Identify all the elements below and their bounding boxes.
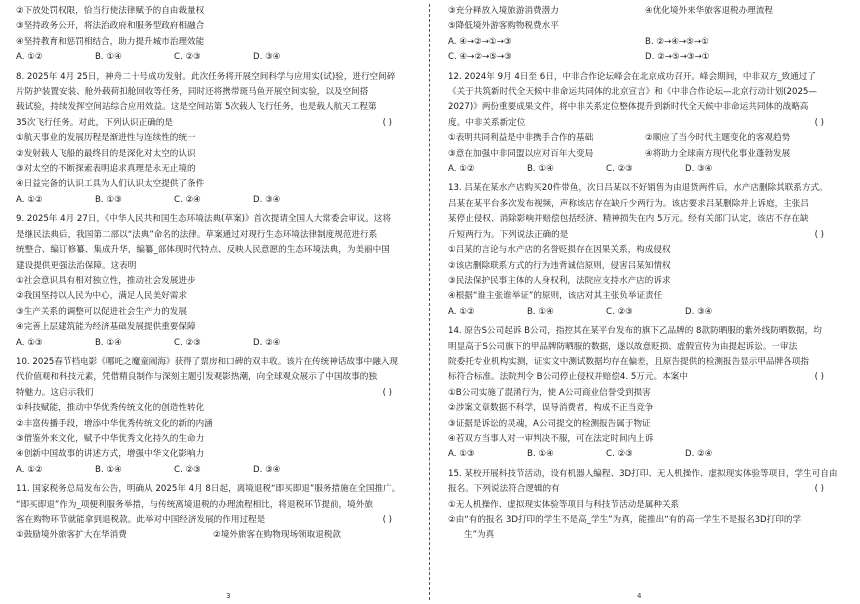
option-b: B. ①④ <box>95 464 122 475</box>
choice-item: ④优化境外来华旅客退税办理流程 <box>645 6 774 16</box>
choice-item: ①科技赋能，推动中华优秀传统文化的创造性转化 <box>16 403 205 414</box>
choice-item: ①吕某的言论与水产店的名誉贬损存在因果关系，构成侵权 <box>448 245 671 256</box>
question-stem-line <box>16 116 410 131</box>
stem-text: 特魅力。这启示我们 <box>16 387 94 398</box>
question-stem-line <box>448 370 842 385</box>
answer-bracket: ( ) <box>382 117 392 128</box>
column-divider <box>429 4 430 600</box>
question-8 <box>16 70 410 209</box>
option-b: B. ②→④→⑤→① <box>645 36 709 47</box>
option-c: C. ②③ <box>174 464 201 475</box>
answer-bracket: ( ) <box>814 117 824 128</box>
choice-row <box>448 4 842 19</box>
question-10 <box>16 355 410 478</box>
question-stem-line <box>448 228 842 243</box>
answer-options <box>16 193 410 208</box>
choice-item: ①B公司实施了混淆行为，使 A公司商业信誉受到损害 <box>448 387 651 398</box>
choice-item: ③借鉴外来文化，赋予中华优秀文化持久的生命力 <box>16 433 205 444</box>
option-b: B. ①④ <box>527 306 554 317</box>
question-stem-line: 《关于共筑新时代全天候中非命运共同体的北京宣言》和《中非合作论坛—北京行动计划(2025— <box>448 87 817 98</box>
page-3-column <box>10 0 416 604</box>
option-b: B. ①④ <box>527 449 554 460</box>
question-stem-line: 某停止侵权、消除影响并赔偿包括经济、精神损失在内 5万元。经有关部门认定，该店不存在缺 <box>448 214 809 225</box>
option-a: A. ①③ <box>16 337 43 348</box>
choice-item: ④坚持教育和惩罚相结合，助力提升城市治理效能 <box>16 36 205 47</box>
answer-bracket: ( ) <box>814 229 824 240</box>
choice-item: ③证据是诉讼的灵魂，A公司提交的检测报告属于物证 <box>448 418 651 429</box>
stem-text: 客在购物环节就能拿到退税款。此举对中国经济发展的作用过程是 <box>16 515 266 525</box>
option-b: B. ①③ <box>95 194 122 205</box>
choice-item: 生”为真 <box>464 530 495 541</box>
question-11 <box>16 482 410 544</box>
answer-options <box>448 50 842 65</box>
stem-text: 标符合标准。法院判令 B公司停止侵权并赔偿4. 5万元。本案中 <box>448 372 688 383</box>
choice-item: ①社会意识具有相对独立性，推动社会发展进步 <box>16 275 196 286</box>
question-stem-line <box>448 116 842 131</box>
stem-text: 35次飞行任务。对此，下列认识正确的是 <box>16 117 174 128</box>
answer-bracket: ( ) <box>814 484 824 495</box>
choice-item: ①表明共同利益是中非携手合作的基础 <box>448 133 594 144</box>
option-a: A. ①③ <box>448 449 475 460</box>
question-9 <box>16 212 410 351</box>
choice-item: ②发射载人飞船的最终目的是深化对太空的认识 <box>16 148 196 159</box>
stem-text: 斤短两行为。下列说法正确的是 <box>448 229 569 240</box>
question-stem-line: 13. 吕某在某水产店购买20件带鱼，次日吕某以不好销售为由退货两件后，水产店删除其联系方式。 <box>448 183 828 194</box>
choice-item: ②丰富传播手段，增添中华优秀传统文化的新的内涵 <box>16 418 213 429</box>
question-stem-line: 12. 2024年 9月 4日至 6日，中非合作论坛峰会在北京成功召开。峰会期间，中非双方_致通过了 <box>448 71 816 82</box>
option-a: A. ①② <box>448 164 475 175</box>
page-number: 3 <box>226 592 231 600</box>
option-c: C. ②③ <box>174 337 201 348</box>
question-stem-line: 明显高于S公司旗下的甲品牌防晒服的数据，遂以故意贬损、虚假宣传为由提起诉讼。一审法 <box>448 341 798 352</box>
choice-item: ④根据“谁主张谁举证”的原则，该店对其主张负举证责任 <box>448 291 663 302</box>
option-d: D. ③④ <box>685 306 713 317</box>
stem-text: 度。中非关系新定位 <box>448 117 526 128</box>
option-a: A. ①② <box>16 464 43 475</box>
question-stem-line: 14. 原告S公司起诉 B公司，指控其在某平台发布的旗下乙品牌的 8款防晒服的紫外线防晒数据，均 <box>448 326 822 337</box>
option-d: D. ③④ <box>685 164 713 175</box>
option-a: A. ④→②→①→③ <box>448 36 512 47</box>
question-stem-line <box>16 386 410 401</box>
option-b: B. ①④ <box>95 337 122 348</box>
choice-item: ①无人机操作、虚拟现实体验等项目与科技节活动是属种关系 <box>448 499 680 510</box>
question-stem-line: 吕某在某平台多次发布视频，声称该店存在缺斤少两行为。该店要求吕某删除并上诉庭，主张吕 <box>448 198 809 209</box>
choice-item: ③对太空的不断探索表明追求真理是永无止境的 <box>16 164 196 175</box>
choice-item: ④完善上层建筑能为经济基础发展提供重要保障 <box>16 322 196 333</box>
choice-item: ②顺应了当今时代主题变化的客观趋势 <box>645 133 791 144</box>
option-d: D. ②④ <box>253 337 281 348</box>
question-13 <box>448 181 842 320</box>
question-stem-line <box>448 482 842 497</box>
choice-item: ④日益完备的认识工具为人们认识太空提供了条件 <box>16 179 205 190</box>
question-stem-line: 9. 2025年 4月 27日，《中华人民共和国生态环境法典(草案)》首次提请全国人大常委会审议。这将 <box>16 214 392 225</box>
stem-text: 报名。下列说法符合逻辑的有 <box>448 484 560 495</box>
option-c: C. ②④ <box>174 194 201 205</box>
answer-options <box>16 336 410 351</box>
question-stem-line <box>16 513 410 528</box>
choice-row <box>448 131 842 146</box>
option-d: D. ②→⑤→③→① <box>645 52 710 63</box>
answer-options <box>16 50 410 65</box>
option-c: C. ②③ <box>606 306 633 317</box>
choice-item: ①鼓励境外旅客扩大在华消费 <box>16 530 127 541</box>
choice-item: ②下放处罚权限，恰当行使法律赋予的自由裁量权 <box>16 6 205 16</box>
answer-options <box>448 162 842 177</box>
page-4-column <box>442 0 848 604</box>
choice-item: ④将助力全球南方现代化事业蓬勃发展 <box>645 148 791 159</box>
choice-item: ③意在加强中非同盟以应对百年大变局 <box>448 148 594 159</box>
option-c: C. ②③ <box>606 449 633 460</box>
option-c: C. ②③ <box>606 164 633 175</box>
choice-item: ①航天事业的发展历程是渐进性与连续性的统一 <box>16 133 196 144</box>
choice-row <box>448 147 842 162</box>
option-a: A. ①② <box>448 306 475 317</box>
choice-item: ③民法保护民事主体的人身权利，法院应支持水产店的诉求 <box>448 275 671 286</box>
option-b: B. ①④ <box>527 164 554 175</box>
page-number: 4 <box>637 592 642 600</box>
choice-item: ③坚持政务公开，将法治政府和服务型政府相融合 <box>16 21 205 32</box>
choice-item: ④创新中国故事的讲述方式，增强中华文化影响力 <box>16 449 205 460</box>
answer-options <box>16 463 410 478</box>
choice-item: ②由“有的报名 3D打印的学生不是高_学生”为真，能推出“有的高一学生不是报名3D打印的学 <box>448 515 802 525</box>
answer-options <box>448 35 842 50</box>
option-d: D. ③④ <box>253 52 281 63</box>
option-c: C. ②③ <box>174 52 201 63</box>
option-d: D. ②④ <box>685 449 713 460</box>
question-stem-line: 统整合、编订修纂、集成升华，编纂_部体现时代特点、反映人民意愿的生态环境法典，为美丽中国 <box>16 245 390 256</box>
question-stem-line: 15. 某校开展科技节活动，设有机器人编程、3D打印、无人机操作、虚拟现实体验等项目，学生可自由 <box>448 468 838 479</box>
question-stem-line: 片防护装置安装、舱外载荷扣舱回收等任务，同时还将携带斑马鱼开展空间实验，以及空间搭 <box>16 87 369 98</box>
choice-row <box>16 528 410 543</box>
question-14 <box>448 324 842 463</box>
option-a: A. ①② <box>16 194 43 205</box>
option-d: D. ③④ <box>253 194 281 205</box>
question-stem-line: 代价值观和科技元素，凭借精良制作与深刻主题引发观影热潮，向全球观众展示了中国故事的独 <box>16 372 377 383</box>
choice-item: ②该店删除联系方式的行为违背诚信原则，侵害吕某知情权 <box>448 260 671 271</box>
answer-bracket: ( ) <box>382 515 392 525</box>
choice-item: ②我国坚持以人民为中心，满足人民美好需求 <box>16 291 187 302</box>
question-stem-line: 8. 2025年 4月 25日，神舟二十号成功发射。此次任务将开展空间科学与应用实(试)验，进行空间碎 <box>16 71 396 82</box>
question-stem-line: 是继民法典后，我国第二部以“法典”命名的法律。草案通过对现行生态环境法律制度规范进行系 <box>16 229 378 240</box>
option-a: A. ①② <box>16 52 43 63</box>
question-stem-line: 11. 国家税务总局发布公告，明确从 2025年 4月 8日起，离境退税“即买即退”服务措施在全国推广。 <box>16 484 401 495</box>
choice-item: ③充分释放入境旅游消费潜力 <box>448 6 559 16</box>
choice-item: ②涉案文章数据不科学，误导消费者，构成不正当竞争 <box>448 403 654 414</box>
question-15 <box>448 467 842 544</box>
option-c: C. ④→②→⑤→③ <box>448 52 512 63</box>
choice-item: ⑤降低境外游客购物税费水平 <box>448 21 559 32</box>
answer-options <box>448 305 842 320</box>
question-stem-line: 2027)》两份重要成果文件，将中非关系定位整体提升到新时代全天候中非命运共同体的战略高 <box>448 102 809 113</box>
question-12 <box>448 70 842 178</box>
option-b: B. ①④ <box>95 52 122 63</box>
choice-item: ②境外旅客在购物现场领取退税款 <box>213 530 342 541</box>
choice-item: ③生产关系的调整可以促进社会生产力的发展 <box>16 306 187 317</box>
question-stem-line: 院委托专业机构实测，证实文中测试数据均存在偏差，且原告提供的检测报告显示甲品牌各项指 <box>448 356 809 367</box>
question-stem-line: 建设提供更强法治保障。这表明 <box>16 260 137 271</box>
question-stem-line: 载试验，持续发挥空间站综合应用效益。这是空间站第 5次载人飞行任务，也是载人航天工程第 <box>16 102 377 113</box>
answer-bracket: ( ) <box>382 387 392 398</box>
answer-options <box>448 447 842 462</box>
choice-item: ④若双方当事人对一审判决不服，可在法定时间内上诉 <box>448 433 654 444</box>
question-stem-line: “即买即退”作为_项便利服务举措，与传统离境退税的办理流程相比，将退税环节提前，境外旅 <box>16 499 373 510</box>
option-d: D. ③④ <box>253 464 281 475</box>
answer-bracket: ( ) <box>814 372 824 383</box>
question-stem-line: 10. 2025春节档电影《哪吒之魔童闹海》获得了票房和口碑的双丰收。该片在传统神话故事中融入现 <box>16 356 399 367</box>
